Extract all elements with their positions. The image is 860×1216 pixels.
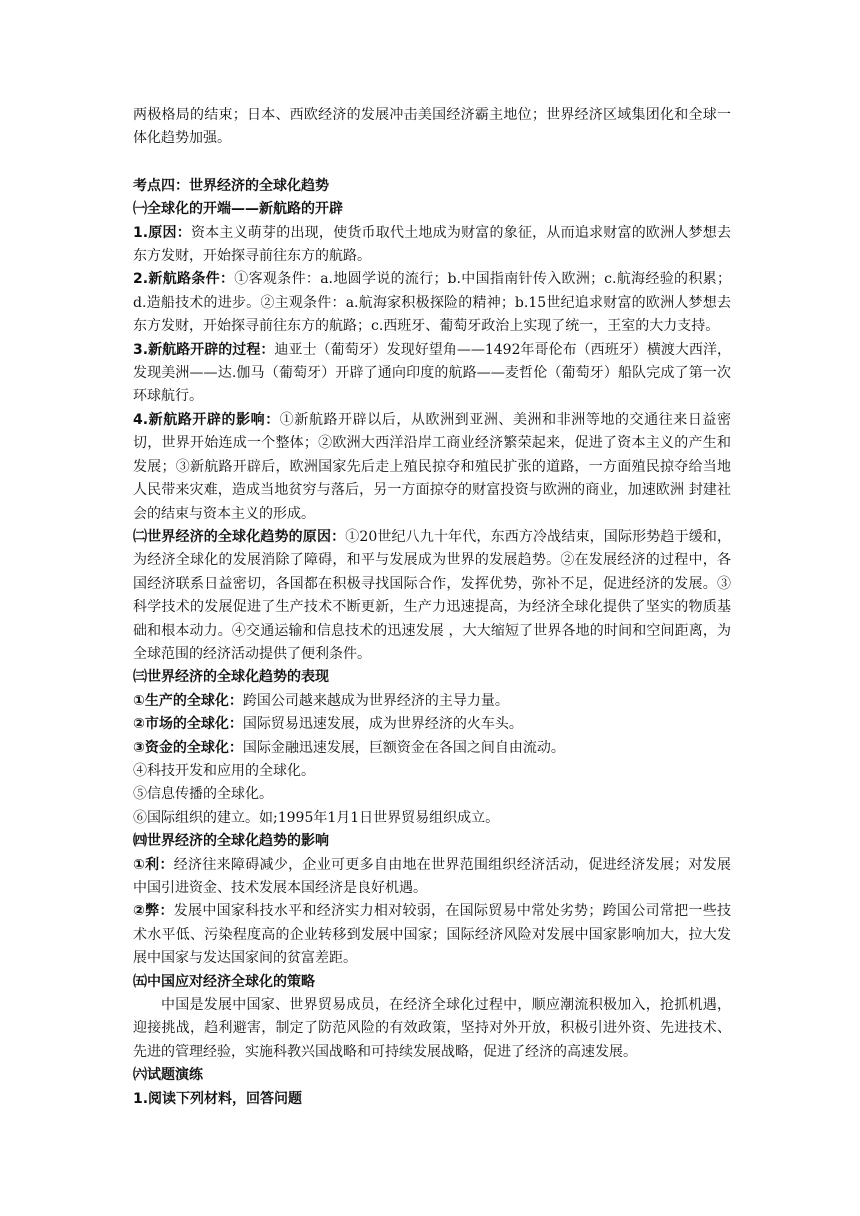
subsection-heading-2: ㈡世界经济的全球化趋势的原因： xyxy=(133,528,346,545)
paragraph-advantage xyxy=(133,854,731,901)
paragraph-process xyxy=(133,339,731,409)
list-item xyxy=(133,737,731,760)
paragraph-impact xyxy=(133,409,731,526)
item-label: 2.新航路条件： xyxy=(133,271,235,288)
subsection-heading-5: ㈤中国应对经济全球化的策略 xyxy=(133,973,315,990)
section-title: 考点四：世界经济的全球化趋势 xyxy=(133,177,329,194)
item-label: ①利： xyxy=(133,856,174,873)
paragraph-disadvantage xyxy=(133,900,731,970)
paragraph-conditions xyxy=(133,268,731,338)
question-1: 1.阅读下列材料，回答问题 xyxy=(133,1090,303,1107)
list-item: ⑥国际组织的建立。如;1995年1月1日世界贸易组织成立。 xyxy=(133,809,500,826)
item-text: ①20世纪八九十年代，东西方冷战结束，国际形势趋于缓和，为经济全球化的发展消除了障碍，和平与发展成为世界的发展趋势。②在发展经济的过程中，各国经济联系日益密切，各国都在积极寻找国际合作，发挥优势，弥补不足，促进经济的发展。③科学技术的发展促进了生产技术不断更新，生产力迅速提高，为经济全球化提供了坚实的物质基础和根本动力。④交通运输和信息技术的迅速发展 ，大大缩短了世界各地的时间和空间距离，为全球范围的经济活动提供了便利条件。 xyxy=(133,528,731,662)
list-item xyxy=(133,713,731,736)
item-label: 1.原因： xyxy=(133,224,191,241)
paragraph-reason xyxy=(133,222,731,269)
list-item: ④科技开发和应用的全球化。 xyxy=(133,762,315,779)
spacer xyxy=(133,151,731,175)
item-text: ①客观条件：a.地圆学说的流行；b.中国指南针传入欧洲；c.航海经验的积累；d.造船技术的进步。②主观条件：a.航海家积极探险的精神；b.15世纪追求财富的欧洲人梦想去东方发财，开始探寻前往东方的航路；c.西班牙、葡萄牙政治上实现了统一，王室的大力支持。 xyxy=(133,271,732,335)
item-label: 4.新航路开辟的影响： xyxy=(133,411,280,428)
list-item: ⑤信息传播的全球化。 xyxy=(133,786,273,803)
item-label: ③资金的全球化： xyxy=(133,739,243,756)
item-text: 国际金融迅速发展，巨额资金在各国之间自由流动。 xyxy=(242,739,565,756)
item-text: 迪亚士（葡萄牙）发现好望角——1492年哥伦布（西班牙）横渡大西洋，发现美洲——达.伽马（葡萄牙）开辟了通向印度的航路——麦哲伦（葡萄牙）船队完成了第一次环球航行。 xyxy=(133,341,731,405)
paragraph-strategy: 中国是发展中国家、世界贸易成员，在经济全球化过程中，顺应潮流积极加入，抢抓机遇，迎接挑战，趋利避害，制定了防范风险的有效政策，坚持对外开放，积极引进外资、先进技术、先进的管理经验，实施科教兴国战略和可持续发展战略，促进了经济的高速发展。 xyxy=(133,997,731,1060)
item-label: ②弊： xyxy=(133,903,174,920)
paragraph-causes xyxy=(133,526,731,666)
intro-paragraph: 两极格局的结束；日本、西欧经济的发展冲击美国经济霸主地位；世界经济区域集团化和全球一体化趋势加强。 xyxy=(133,107,731,147)
subsection-heading-6: ㈥试题演练 xyxy=(133,1067,203,1084)
item-text: 发展中国家科技水平和经济实力相对较弱，在国际贸易中常处劣势；跨国公司常把一些技术水平低、污染程度高的企业转移到发展中国家；国际经济风险对发展中国家影响加大，拉大发展中国家与发达国家间的贫富差距。 xyxy=(133,903,731,967)
item-label: ①生产的全球化： xyxy=(133,692,243,709)
item-label: ②市场的全球化： xyxy=(133,716,243,733)
list-item xyxy=(133,690,731,713)
item-text: 资本主义萌芽的出现，使货币取代土地成为财富的象征，从而追求财富的欧洲人梦想去东方发财，开始探寻前往东方的航路。 xyxy=(133,224,732,265)
subsection-heading-3: ㈢世界经济的全球化趋势的表现 xyxy=(133,669,329,686)
item-text: 跨国公司越来越成为世界经济的主导力量。 xyxy=(242,692,509,709)
item-text: 经济往来障碍减少，企业可更多自由地在世界范围组织经济活动，促进经济发展；对发展中国引进资金、技术发展本国经济是良好机遇。 xyxy=(133,856,731,896)
subsection-heading-4: ㈣世界经济的全球化趋势的影响 xyxy=(133,833,329,850)
item-label: 3.新航路开辟的过程： xyxy=(133,341,275,358)
subsection-heading-1: ㈠全球化的开端——新航路的开辟 xyxy=(133,201,343,218)
item-text: ①新航路开辟以后，从欧洲到亚洲、美洲和非洲等地的交通往来日益密切，世界开始连成一个整体；②欧洲大西洋沿岸工商业经济繁荣起来，促进了资本主义的产生和发展；③新航路开辟后，欧洲国家先后走上殖民掠夺和殖民扩张的道路，一方面殖民掠夺给当地人民带来灾难，造成当地贫穷与落后，另一方面掠夺的财富投资与欧洲的商业，加速欧洲 封建社会的结束与资本主义的形成。 xyxy=(133,411,731,522)
document-content xyxy=(133,104,731,1111)
item-text: 国际贸易迅速发展，成为世界经济的火车头。 xyxy=(242,716,523,733)
